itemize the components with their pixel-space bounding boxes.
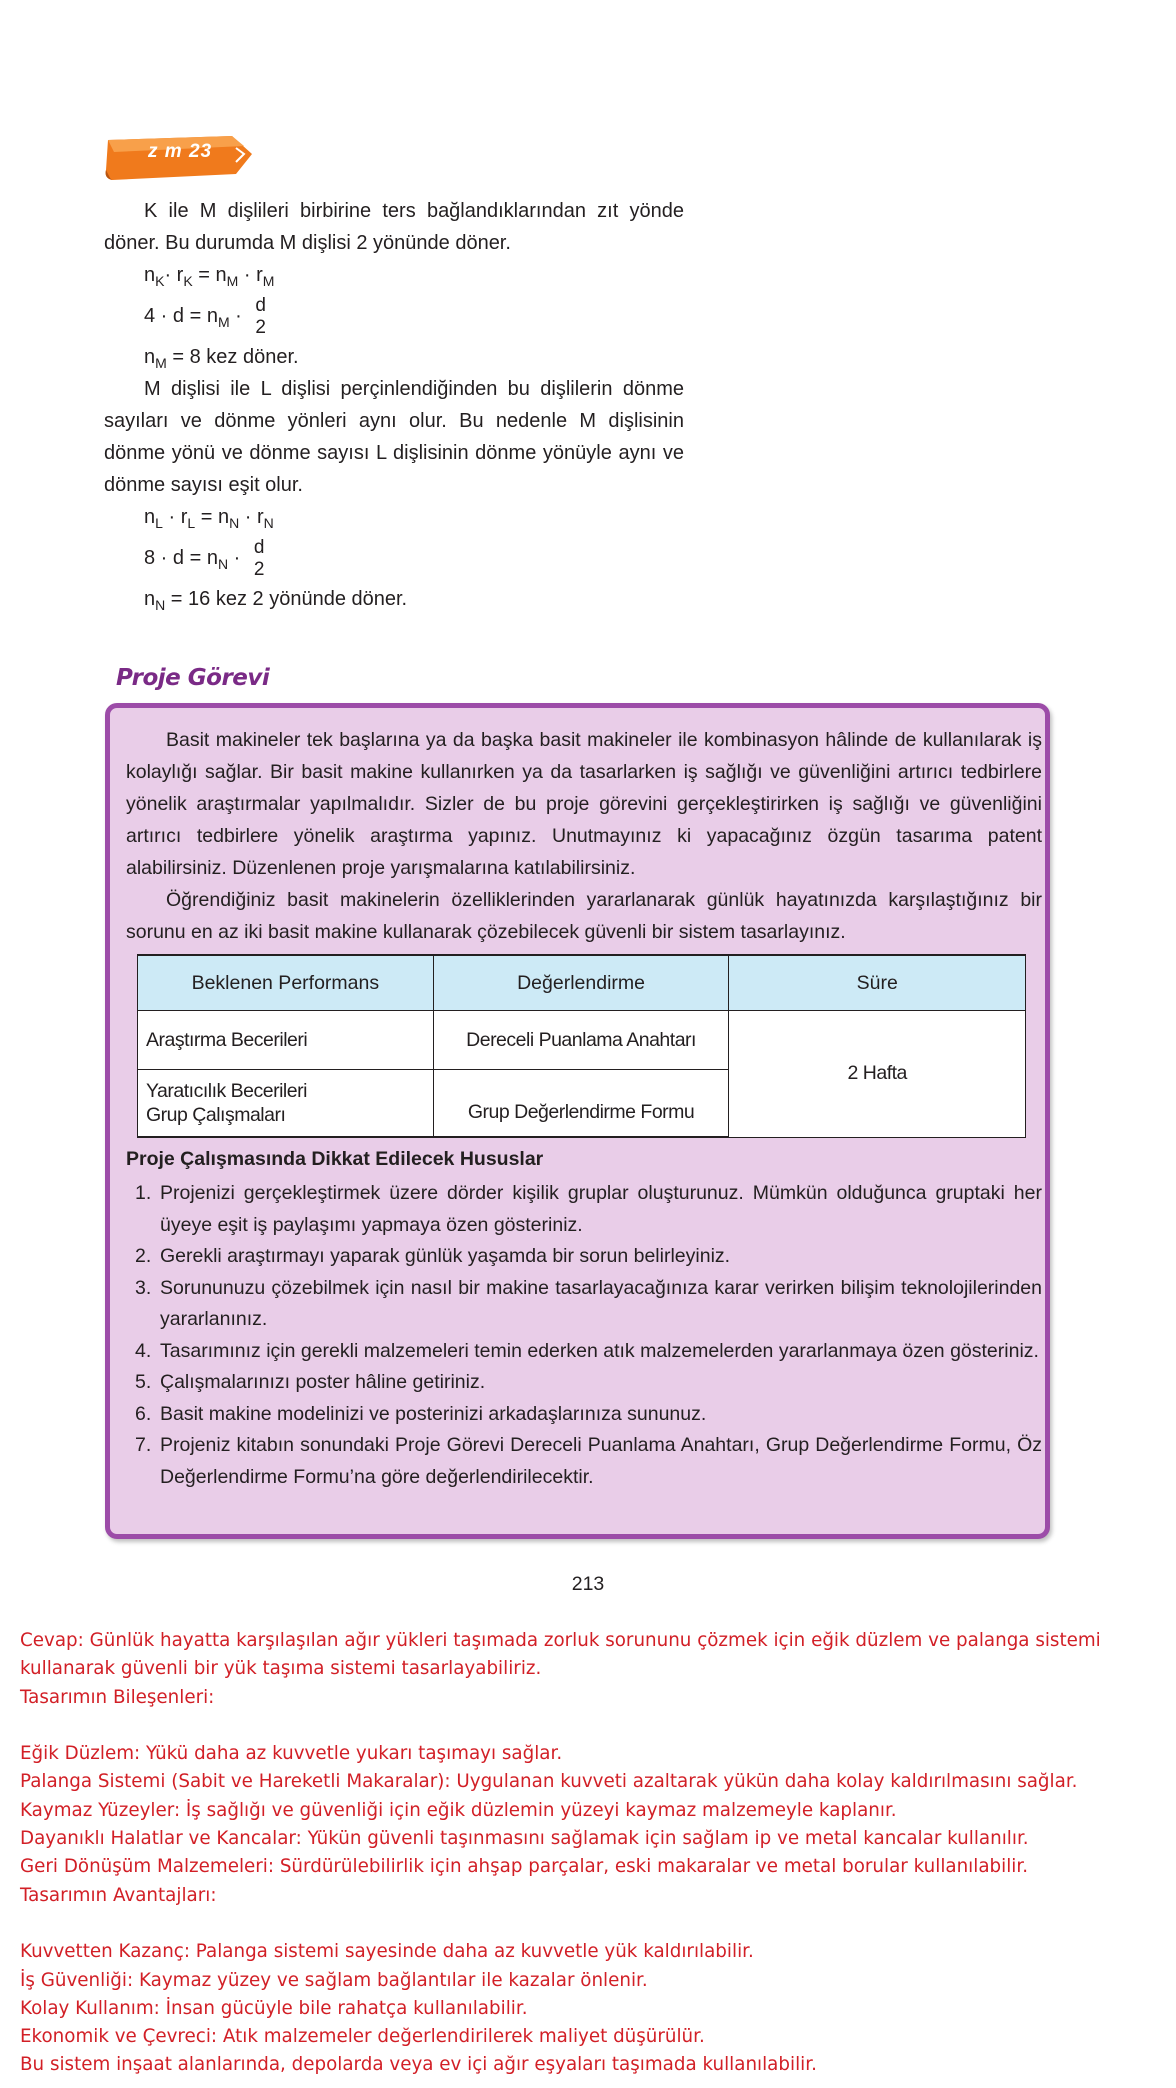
project-paragraph-2: Öğrendiğiniz basit makinelerin özelliklerinden yararlanarak günlük hayatınızda karşılaştığınız bir sorunu en az iki basit makine kullanarak çözebilecek güvenli bir sistem tasarlayınız.: [126, 889, 1042, 943]
list-item: 3. Sorununuzu çözebilmek için nasıl bir makine tasarlayacağınıza karar verirken bilişim teknolojilerinden yararlanınız.: [135, 1276, 1042, 1330]
project-box: [105, 703, 1050, 1539]
duration-cell: 2 Hafta: [729, 1011, 1026, 1138]
table-header: Süre: [729, 955, 1026, 1011]
list-item: 2. Gerekli araştırmayı yaparak günlük yaşamda bir sorun belirleyiniz.: [135, 1245, 731, 1267]
answer-line: İş Güvenliği: Kaymaz yüzey ve sağlam bağlantılar ile kazalar önlenir.: [20, 1969, 648, 1991]
table-cell: Dereceli Puanlama Anahtarı: [433, 1011, 729, 1070]
table-cell: Grup Değerlendirme Formu: [433, 1070, 729, 1138]
list-item: 4. Tasarımınız için gerekli malzemeleri temin ederken atık malzemelerden yararlanmaya özen gösteriniz.: [135, 1339, 1039, 1362]
solution-paragraph-2: M dişlisi ile L dişlisi perçinlendiğinden bu dişlilerin dönme sayıları ve dönme yönleri aynı olur. Bu nedenle M dişlisinin dönme yönü ve dönme sayısı L dişlisinin dönme yönüyle aynı ve dönme sayısı eşit olur.: [104, 378, 684, 496]
solution-paragraph-1: K ile M dişlileri birbirine ters bağlandıklarından zıt yönde döner. Bu durumda M dişlisi 2 yönünde döner.: [104, 200, 684, 254]
answer-block: [20, 1627, 1160, 2080]
table-header-row: [138, 955, 1026, 1011]
answer-line: Kaymaz Yüzeyler: İş sağlığı ve güvenliği için eğik düzlemin yüzeyi kaymaz malzemeyle kaplanır.: [20, 1799, 897, 1821]
answer-line: Ekonomik ve Çevreci: Atık malzemeler değerlendirilerek maliyet düşürülür.: [20, 2026, 705, 2048]
project-paragraph-1: Basit makineler tek başlarına ya da başka basit makineler ile kombinasyon hâlinde de kullanılarak iş kolaylığı sağlar. Bir basit makine kullanırken ya da tasarlarken iş sağlığı ve güvenliğini artırıcı tedbirlere yönelik araştırmalar yapılmalıdır. Sizler de bu proje görevini gerçekleştirirken iş sağlığı ve güvenliğini artırıcı tedbirlere yönelik araştırma yapınız. Unutmayınız ki yapacağınız özgün tasarıma patent alabilirsiniz. Düzenlenen proje yarışmalarına katılabilirsiniz.: [126, 729, 1042, 879]
table-cell: Araştırma Becerileri: [138, 1011, 434, 1070]
solution-block: [104, 195, 684, 615]
equation-1: $n_K\cdot r_K = n_M \cdot r_M$: [144, 264, 275, 289]
answer-line: Eğik Düzlem: Yükü daha az kuvvetle yukarı taşımayı sağlar.: [20, 1743, 563, 1765]
table-row: [138, 1011, 1026, 1070]
fraction: d 2: [253, 536, 265, 580]
list-item: 7. Projeniz kitabın sonundaki Proje Görevi Dereceli Puanlama Anahtarı, Grup Değerlendirme Formu, Öz Değerlendirme Formu’na göre değerlendirilecektir.: [135, 1434, 1042, 1488]
list-item: 5. Çalışmalarınızı poster hâline getiriniz.: [135, 1371, 486, 1393]
equation-2: $4 \cdot d = n_M$ · d 2: [144, 294, 266, 338]
answer-line: Kolay Kullanım: İnsan gücüyle bile rahatça kullanılabilir.: [20, 1997, 528, 2019]
answer-line: Tasarımın Bileşenleri:: [20, 1686, 215, 1708]
answer-line: [20, 1712, 1160, 1740]
table-header: Değerlendirme: [433, 955, 729, 1011]
fraction: d 2: [255, 294, 266, 338]
project-title: Proje Görevi: [116, 665, 270, 691]
section-tag: [104, 134, 254, 180]
answer-line: [20, 1910, 1160, 1938]
equation-6: $n_N = 16$ kez 2 yönünde döner.: [144, 588, 408, 613]
answer-line: kullanarak güvenli bir yük taşıma sistemi tasarlayabiliriz.: [20, 1658, 542, 1680]
list-item: 1. Projenizi gerçekleştirmek üzere dörder kişilik gruplar oluşturunuz. Mümkün olduğunca gruptaki her üyeye eşit iş paylaşımı yapmaya özen gösteriniz.: [135, 1182, 1042, 1236]
equation-4: $n_L \cdot r_L = n_N \cdot r_N$: [144, 506, 274, 531]
considerations-list: [126, 1178, 1042, 1493]
answer-line: Kuvvetten Kazanç: Palanga sistemi sayesinde daha az kuvvetle yük kaldırılabilir.: [20, 1941, 754, 1963]
project-description: [126, 724, 1042, 948]
equation-3: $n_M = 8$ kez döner.: [144, 346, 299, 371]
answer-line: Geri Dönüşüm Malzemeleri: Sürdürülebilirlik için ahşap parçalar, eski makaralar ve metal borular kullanılabilir.: [20, 1856, 1029, 1878]
equation-5: $8 \cdot d = n_N$ · d 2: [144, 536, 265, 580]
performance-table: [137, 954, 1026, 1138]
answer-line: Dayanıklı Halatlar ve Kancalar: Yükün güvenli taşınmasını sağlamak için sağlam ip ve metal kancalar kullanılır.: [20, 1828, 1029, 1850]
page-number: 213: [571, 1573, 605, 1595]
tag-label: z m 23: [148, 141, 213, 162]
table-header: Beklenen Performans: [138, 955, 434, 1011]
considerations-title: Proje Çalışmasında Dikkat Edilecek Hususlar: [126, 1148, 544, 1170]
answer-line: Tasarımın Avantajları:: [20, 1884, 217, 1906]
table-cell: Yaratıcılık Becerileri Grup Çalışmaları: [138, 1070, 434, 1138]
answer-line: Palanga Sistemi (Sabit ve Hareketli Makaralar): Uygulanan kuvveti azaltarak yükün daha kolay kaldırılmasını sağlar.: [20, 1771, 1078, 1793]
answer-line: Cevap: Günlük hayatta karşılaşılan ağır yükleri taşımada zorluk sorununu çözmek için eğik düzlem ve palanga sistemi: [20, 1630, 1101, 1651]
list-item: 6. Basit makine modelinizi ve posterinizi arkadaşlarınıza sununuz.: [135, 1402, 707, 1425]
answer-line: Bu sistem inşaat alanlarında, depolarda veya ev içi ağır eşyaları taşımada kullanılabilir.: [20, 2054, 817, 2076]
